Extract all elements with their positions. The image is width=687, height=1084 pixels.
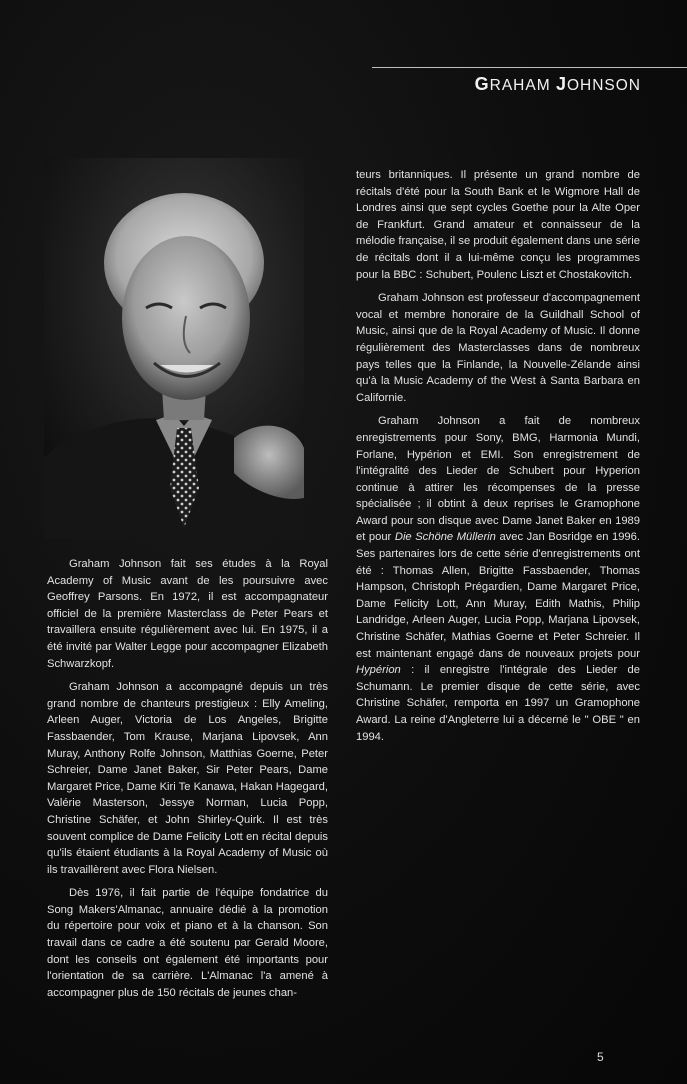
album-title: Die Schöne Müllerin <box>394 531 496 544</box>
bio-paragraph-continuation: teurs britanniques. Il présente un grand nombre de récitals d'été pour la South Bank et le Wigmore Hall de Londres ainsi que sept cycles Goethe pour la Alte Oper de Frankfurt. Grand amateur et connaisseur de la mélodie française, il se produit également dans une série de récitals dont il a lui-même conçu les programmes pour la BBC : Schubert, Poulenc Liszt et Chostakovitch. <box>356 169 640 281</box>
header-last-rest: OHNSON <box>566 77 641 94</box>
page-header-title <box>475 74 641 95</box>
text-run: : il enregistre l'intégrale des Lieder de Schumann. Le premier disque de cette série, avec Christine Schäfer, remporta en 1997 un Gramophone Award. La reine d'Angleterre lui a décerné le " OBE " en 1994. <box>356 664 640 743</box>
bio-paragraph <box>356 413 640 745</box>
bio-paragraph: Graham Johnson fait ses études à la Royal Academy of Music avant de les poursuivre avec Geoffrey Parsons. En 1972, il est accompagnateur officiel de la première Masterclass de Peter Pears et travaillera ensuite régulièrement avec lui. En 1975, il a été invité par Walter Legge pour accompagner Elizabeth Schwarzkopf. <box>47 558 328 670</box>
page-number: 5 <box>597 1050 604 1064</box>
portrait-photo <box>44 158 304 538</box>
text-run: Graham Johnson a fait de nombreux enregistrements pour Sony, BMG, Harmonia Mundi, Forlane, Hypérion et EMI. Son enregistrement de l'intégralité des Lieder de Schubert pour Hyperion continue à attirer les récompenses de la presse spécialisée ; il obtint à deux reprises le Gramophone Award pour son disque avec Dame Janet Baker en 1989 et pour <box>356 415 640 544</box>
left-text-column <box>47 556 328 1008</box>
bio-paragraph: Dès 1976, il fait partie de l'équipe fondatrice du Song Makers'Almanac, annuaire dédié à la promotion du répertoire pour voix et piano et à la chanson. Son travail dans ce cadre a été soutenu par Gerald Moore, dont les conseils ont également été importants pour l'orientation de sa carrière. L'Almanac l'a amené à accompagner plus de 150 récitals de jeunes chan- <box>47 887 328 999</box>
bio-paragraph: Graham Johnson est professeur d'accompagnement vocal et membre honoraire de la Guildhall School of Music, ainsi que de la Royal Academy of Music. Il donne régulièrement des Masterclasses dans de nombreux pays telles que la Finlande, la Nouvelle-Zélande ainsi qu'à la Music Academy of the West à Santa Barbara en Californie. <box>356 292 640 404</box>
header-last-initial: J <box>555 74 567 94</box>
bio-paragraph: Graham Johnson a accompagné depuis un très grand nombre de chanteurs prestigieux : Elly Ameling, Arleen Auger, Victoria de Los Angeles, Brigitte Fassbaender, Tom Krause, Marjana Lipovsek, Ann Muray, Anthony Rolfe Johnson, Matthias Goerne, Peter Schreier, Dame Janet Baker, Sir Peter Pears, Dame Margaret Price, Dame Kiri Te Kanawa, Hakan Hagegard, Valérie Masterson, Jessye Norman, Lucia Popp, Christine Schäfer, et John Shirley-Quirk. Il est très souvent complice de Dame Felicity Lott en récital depuis qu'ils étaient étudiants à la Royal Academy of Music où ils travaillèrent avec Flora Nielsen. <box>47 681 328 876</box>
header-first-rest: RAHAM <box>489 77 556 94</box>
header-rule <box>372 67 687 68</box>
header-first-initial: G <box>474 74 490 94</box>
text-run: avec Jan Bosridge en 1996. Ses partenaires lors de cette série d'enregistrements ont été : Thomas Allen, Brigitte Fassbaender, Thomas Hampson, Christoph Prégardien, Dame Margaret Price, Dame Felicity Lott, Ann Muray, Edith Mathis, Philip Landridge, Arleen Auger, Lucia Popp, Marjana Lipovsek, Christine Schäfer, Mathias Goerne et Peter Schreier. Il est maintenant engagé dans de nouveaux projets pour <box>356 531 640 660</box>
right-text-column <box>356 167 640 752</box>
label-name: Hypérion <box>356 664 401 677</box>
